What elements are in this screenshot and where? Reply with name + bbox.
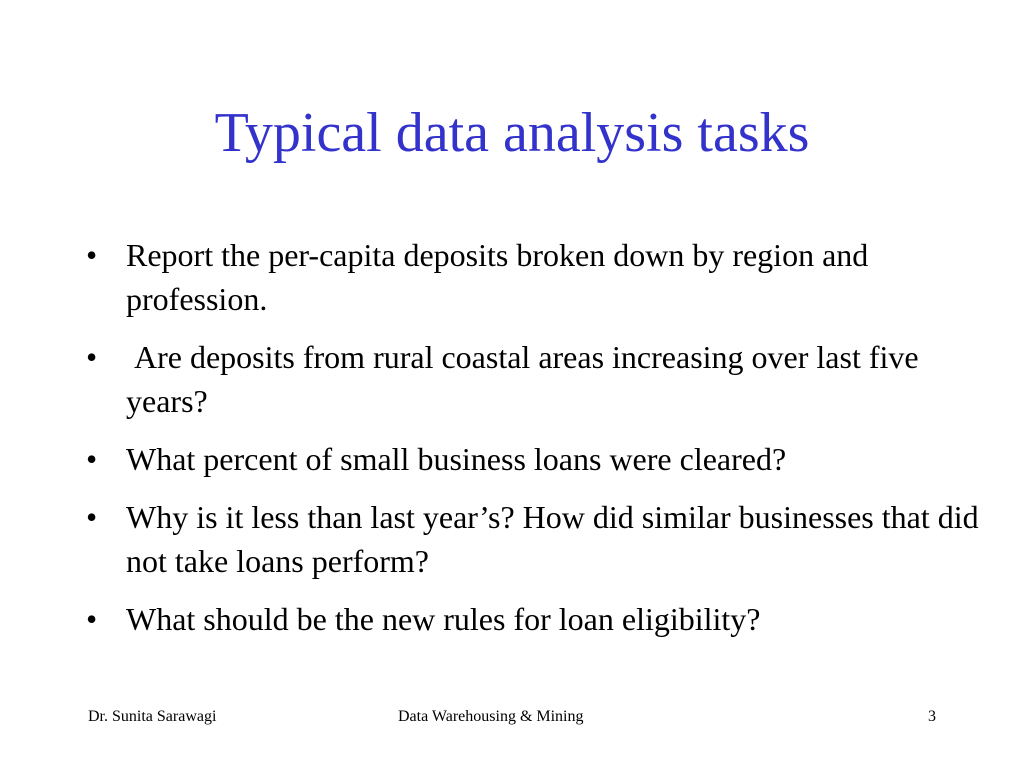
bullet-item bbox=[80, 597, 980, 641]
bullet-dot-icon: • bbox=[86, 601, 98, 637]
footer-course-title: Data Warehousing & Mining bbox=[398, 708, 584, 725]
bullet-dot-icon: • bbox=[86, 339, 98, 375]
bullet-item bbox=[80, 437, 980, 481]
bullet-dot-icon: • bbox=[86, 237, 98, 273]
bullet-text: What should be the new rules for loan eligibility? bbox=[126, 601, 761, 637]
bullet-item bbox=[80, 335, 980, 423]
bullet-text: Why is it less than last year’s? How did similar businesses that did not take loans perform? bbox=[126, 499, 987, 579]
bullet-text: Are deposits from rural coastal areas increasing over last five years? bbox=[126, 339, 927, 419]
footer-page-number: 3 bbox=[928, 708, 936, 725]
footer-author: Dr. Sunita Sarawagi bbox=[88, 708, 217, 725]
bullet-list bbox=[80, 233, 987, 641]
bullet-dot-icon: • bbox=[86, 499, 98, 535]
bullet-dot-icon: • bbox=[86, 441, 98, 477]
bullet-text: Report the per-capita deposits broken down by region and profession. bbox=[126, 237, 877, 317]
slide-title: Typical data analysis tasks bbox=[214, 102, 810, 164]
bullet-item bbox=[80, 495, 987, 583]
bullet-text: What percent of small business loans were cleared? bbox=[126, 441, 787, 477]
bullet-item bbox=[80, 233, 980, 321]
